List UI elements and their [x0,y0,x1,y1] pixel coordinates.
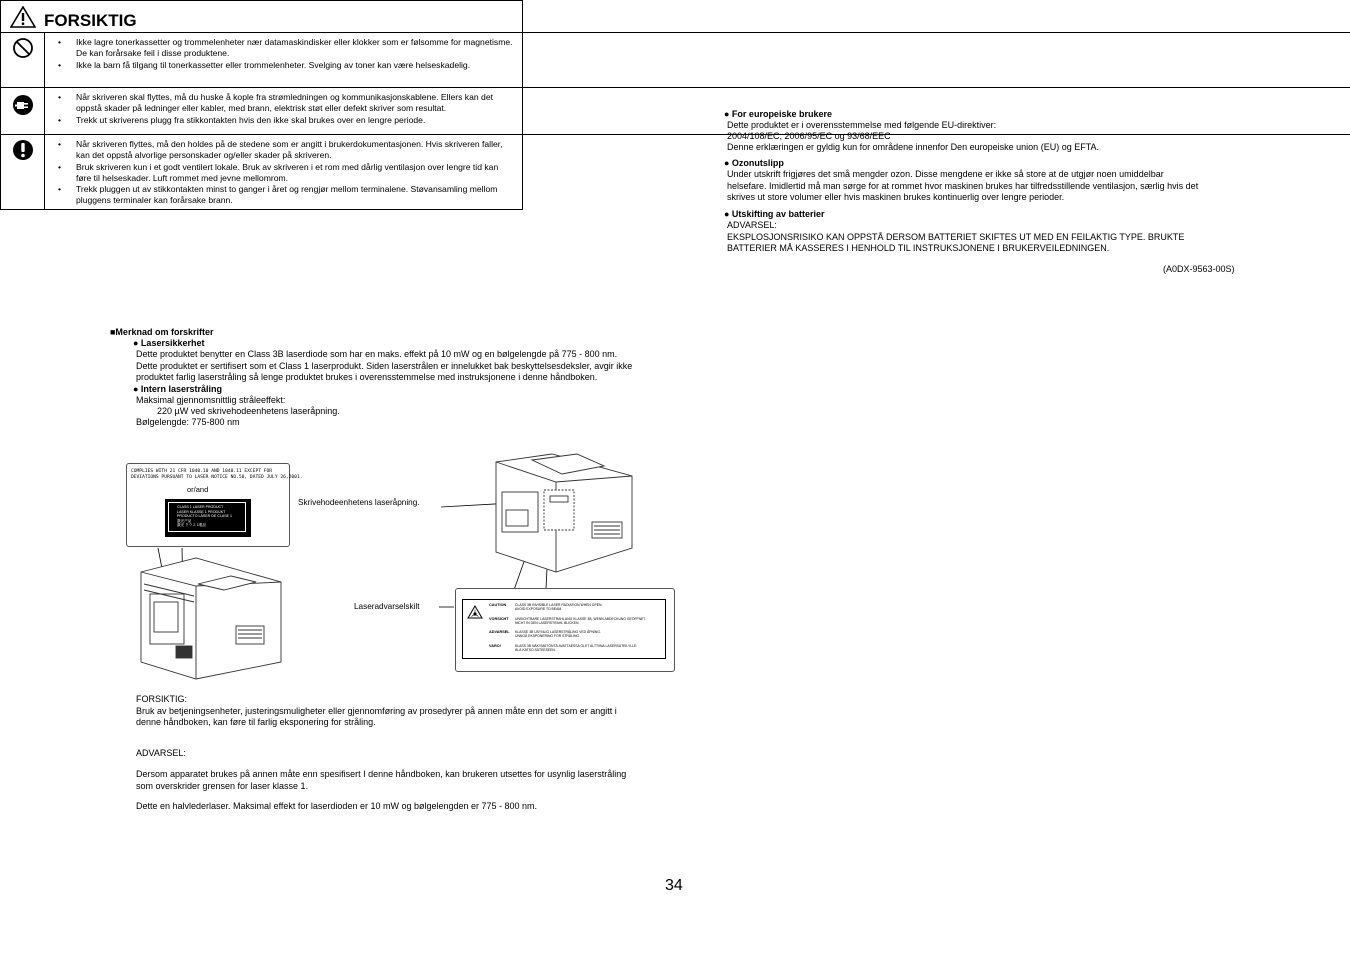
caution-item: • Trekk pluggen ut av stikkontakten minst to ganger i året og rengjør mellom terminalene. Støvansamling mellom pluggens terminaler kan forårsake brann. [45,184,515,207]
warning-note-text: som overskrider grensen for laser klasse 1. [136,780,309,791]
laser-hazard-icon [467,605,483,619]
warning-row: VARO! KLASS 3B NÄKYMÄTÖNTÄ AVATTAESSA OLET ALTTIINA LASERSÄTEILYLLE. ÄLÄ KATSO SÄTEESEEN. [489,643,638,652]
caution-item: • Ikke lagre tonerkassetter og trommelenheter nær datamaskindisker eller klokker som er følsomme for magnetisme. De kan forårsake feil i disse produktene. [45,37,515,60]
caution-item: • Bruk skriveren kun i et godt ventilert lokale. Bruk av skriveren i et rom med dårlig ventilasjon over lengre tid kan føre til helseskader. Luft rommet med jevne mellomrom. [45,162,515,185]
ozone-line: helsefare. Imidlertid må man sørge for at rommet hvor maskinen brukes har tilfredsstillende ventilasjon, særlig hvis det [727,180,1199,191]
warning-triangle-icon [10,6,36,28]
unplug-icon [12,94,34,116]
battery-heading: ● Utskifting av batterier [724,209,825,219]
certification-label-box [126,463,303,547]
prohibition-icon [12,37,34,59]
battery-line: BATTERIER MÅ KASSERES I HENHOLD TIL INSTRUKSJONENE I BRUKERVEILEDNINGEN. [727,243,1110,253]
laser-warning-sign [462,599,666,659]
internal-radiation-heading: ● Intern laserstråling [133,383,222,394]
caution-item: • Trekk ut skriverens plugg fra stikkontakten hvis den ikke skal brukes over en lengre periode. [45,115,515,126]
caution-title: FORSIKTIG [44,11,137,30]
caution-row-1 [0,33,1350,88]
caution-table [0,0,523,210]
ozone-line: skrives ut store volumer eller hvis maskinen brukes kontinuerlig over lengre perioder. [727,192,1065,202]
laser-safety-heading: ● Lasersikkerhet [133,338,205,348]
printer-rear-illustration [136,554,286,682]
page-number: 34 [665,877,683,894]
ozone-heading: ● Ozonutslipp [724,158,784,168]
eu-line: Denne erklæringen er gyldig kun for områdene innenfor Den europeiske union (EU) og EFTA. [727,142,1100,152]
warning-row: ADVARSEL KLASSE 3B USYNLIG LASERSTRÅLING VED ÅPNING. UNNGÅ EKSPONERING FOR STRÅLING. [489,630,601,639]
caution-item: • Ikke la barn få tilgang til tonerkassetter eller trommelenheter. Svelging av toner kan være helseskadelig. [45,60,515,71]
eu-heading: ● For europeiske brukere [724,109,832,119]
laser-safety-line: Dette produktet benytter en Class 3B laserdiode som har en maks. effekt på 10 mW og en bølgelengde på 775 - 800 nm. [136,349,618,359]
warning-row: VORSICHT UNSICHTBARE LASERSTRAHLUNG KLASSE 3B, WENN ABDECKUNG GEÖFFNET. NICHT IN DEN LASERSTRAHL BLICKEN. [489,616,646,625]
exclamation-icon [12,139,34,161]
battery-line: ADVARSEL: [727,220,777,230]
cfr-text: DEVIATIONS PURSUANT TO LASER NOTICE NO.50, DATED JULY 26,2001. [131,475,303,480]
regulations-heading: ■Merknad om forskrifter [110,327,214,337]
or-and-text: or/and [187,485,209,494]
internal-radiation-line: Maksimal gjennomsnittlig stråleeffekt: [136,395,286,405]
internal-radiation-line: Bølgelengde: 775-800 nm [136,417,240,427]
warning-note-label: ADVARSEL: [136,748,186,758]
caution-row-2 [0,88,1350,135]
warning-note-text: Dersom apparatet brukes på annen måte enn spesifisert I denne håndboken, kan brukeren utsettes for usynlig laserstråling [136,769,627,779]
eu-line: 2004/108/EC, 2006/95/EC og 93/68/EEC [727,131,891,141]
laser-warning-sign-box [455,588,675,672]
caution-note-text: Bruk av betjeningsenheter, justeringsmuligheter eller gjennomføring av prosedyrer på annen måte enn det som er angitt i [136,705,617,716]
ozone-line: Under utskrift frigjøres det små mengder ozon. Disse mengdene er ikke så store at de utgjør noen umiddelbar [727,169,1164,179]
warning-row: CAUTION CLASS 3B INVISIBLE LASER RADIATION WHEN OPEN. AVOID EXPOSURE TO BEAM. [489,603,603,612]
internal-radiation-line: 220 µW ved skrivehodeenhetens laseråpning. [157,406,340,416]
printer-open-illustration [492,452,638,578]
laser-safety-line: produktet farlig laserstråling så lenge produktet brukes i overensstemmelse med instruksjonene i denne håndboken. [136,372,598,382]
aperture-callout: Skrivehodeenhetens laseråpning. [298,498,420,507]
laser-safety-line: Dette produktet er sertifisert som et Class 1 laserprodukt. Siden laserstrålen er innelukket bak beskyttelsesdeksler, avgir ikke [136,360,633,371]
eu-line: Dette produktet er i overensstemmelse med følgende EU-direktiver: [727,120,997,130]
caution-note-label: FORSIKTIG: [136,694,188,704]
caution-item: • Når skriveren flyttes, må den holdes på de stedene som er angitt i brukerdokumentasjonen. Hvis skriveren faller, kan det oppstå alvorlige personskader og/eller skader på skriveren. [45,139,515,162]
class1-label: CLASS 1 LASER PRODUCT LASER KLASSE 1 PRODUKT PRODUCTO LÁSER DE CLASE 1 激光产品 激光 クラス 1製品 [165,499,251,537]
battery-line: EKSPLOSJONSRISIKO KAN OPPSTÅ DERSOM BATTERIET SKIFTES UT MED EN FEILAKTIG TYPE. BRUKTE [727,231,1185,242]
cfr-text: COMPLIES WITH 21 CFR 1040.10 AND 1040.11 EXCEPT FOR [131,469,273,474]
caution-item: • Når skriveren skal flyttes, må du huske å kople fra strømledningen og kommunikasjonskablene. Ellers kan det oppstå skader på ledninger eller kabler, med brann, elektrisk støt eller defekt skriver som resultat. [45,92,515,115]
caution-header [0,0,1350,33]
caution-note-text: denne håndboken, kan føre til farlig eksponering for stråling. [136,717,376,727]
semiconductor-note: Dette en halvlederlaser. Maksimal effekt for laserdioden er 10 mW og bølgelengden er 775 - 800 nm. [136,801,538,811]
warning-label-callout: Laseradvarselskilt [354,602,420,611]
document-code: (A0DX-9563-00S) [1163,264,1235,274]
